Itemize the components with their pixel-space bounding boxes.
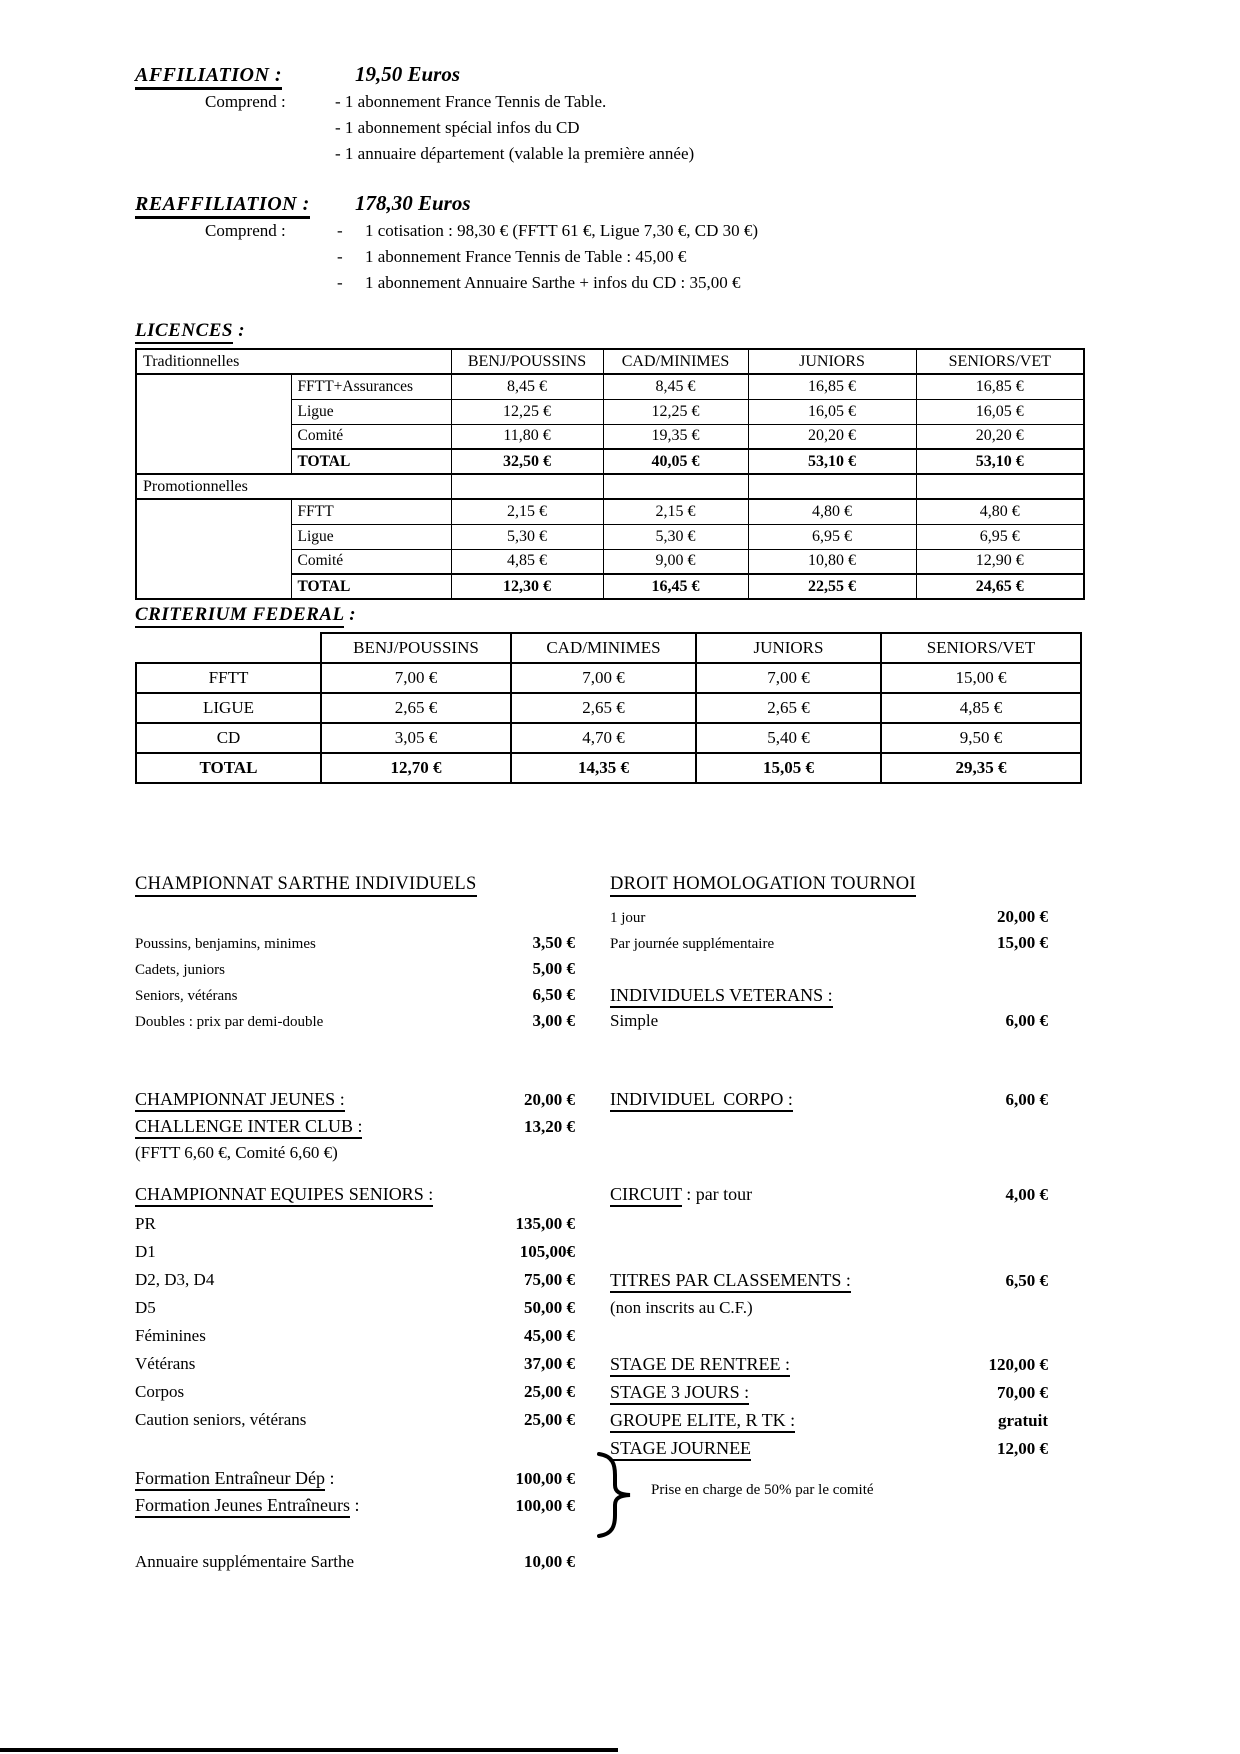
item-dash: - [337,247,343,266]
licences-value-cell: 5,30 € [603,524,748,549]
reaffiliation-title-wrap [135,193,355,216]
licences-value-cell: 24,65 € [916,574,1084,599]
fee-line-empty [610,1116,1048,1143]
fee-label [610,1011,658,1031]
fee-label-underlined: STAGE DE RENTREE : [610,1354,790,1377]
fee-price: 3,50 € [532,933,575,952]
criterium-value-cell: 9,50 € [881,723,1081,753]
reaffiliation-comprend-row [135,218,1085,296]
criterium-column-header: CAD/MINIMES [511,633,696,663]
fee-price: 75,00 € [524,1270,575,1289]
licences-value-cell: 12,25 € [603,399,748,424]
fee-label-underlined: CHALLENGE INTER CLUB : [135,1116,362,1139]
fee-line [610,1298,1048,1326]
licences-value-cell: 16,45 € [603,574,748,599]
fee-label [135,1270,214,1290]
fee-label-underlined: GROUPE ELITE, R TK : [610,1410,795,1433]
fee-label-text: D5 [135,1298,156,1317]
fee-label [135,1410,306,1430]
fee-label [610,1184,752,1205]
fee-price: 100,00 € [515,1496,575,1515]
fee-label-text: Cadets, juniors [135,962,225,978]
licences-value-cell: 12,30 € [451,574,603,599]
fee-label [610,985,833,1006]
reaffiliation-title [135,193,310,219]
criterium-value-cell: 5,40 € [696,723,881,753]
licences-value-cell: 5,30 € [451,524,603,549]
fee-line [610,1011,1048,1037]
fee-line-empty [610,1143,1048,1170]
affiliation-title-wrap [135,64,355,87]
fee-line [135,1116,575,1143]
fee-label [135,962,225,979]
criterium-value-cell: 7,00 € [321,663,511,693]
fee-label [135,936,316,953]
fee-line [135,1011,575,1037]
fee-label-text: PR [135,1214,156,1233]
fee-line [135,959,575,985]
affiliation-title [135,64,282,90]
fee-line [135,1298,575,1326]
licences-section [135,320,1085,600]
criterium-row [136,723,1081,753]
criterium-row-label: CD [136,723,321,753]
licences-row-label: TOTAL [291,574,451,599]
fee-label [610,1382,749,1403]
reaffiliation-section [135,191,1085,296]
fee-line [135,1242,575,1270]
fee-label-underlined: STAGE JOURNEE [610,1438,751,1461]
fee-price: 15,00 € [997,933,1048,952]
affiliation-item: - 1 abonnement France Tennis de Table. [335,92,607,111]
reaffiliation-item [335,218,758,244]
item-text: 1 cotisation : 98,30 € (FFTT 61 €, Ligue 7,30 €, CD 30 €) [365,221,759,240]
fee-label-text: : par tour [681,1184,753,1204]
fee-line [135,874,575,907]
fee-price: 6,50 € [532,985,575,1004]
licences-row [136,374,1084,399]
fee-label [135,1468,334,1489]
fee-label-text: Corpos [135,1382,185,1401]
fee-label [610,1298,753,1318]
licences-row-label: Ligue [291,399,451,424]
fee-line [610,907,1048,933]
licences-value-cell: 8,45 € [603,374,748,399]
criterium-row-label: TOTAL [136,753,321,783]
fee-label-text: Seniors, vétérans [135,988,238,1004]
licences-row-label: FFTT [291,499,451,524]
fee-line [135,1184,575,1214]
fee-line [135,1089,575,1116]
fee-label [610,936,774,953]
fee-line [610,1354,1048,1382]
fee-label [135,1089,345,1110]
fee-label-underlined: CHAMPIONNAT EQUIPES SENIORS : [135,1184,433,1207]
fee-label [610,874,916,895]
fee-line-empty [610,1214,1048,1242]
licences-section-row [136,474,1084,499]
affiliation-title-text: AFFILIATION : [135,64,282,90]
fee-price: 6,50 € [1005,1271,1048,1290]
fee-label-underlined: CHAMPIONNAT JEUNES : [135,1089,345,1112]
licences-value-cell: 4,80 € [916,499,1084,524]
fee-label [135,1014,323,1031]
criterium-value-cell: 15,05 € [696,753,881,783]
licences-value-cell: 53,10 € [748,449,916,474]
fees-spacer [135,1037,1048,1089]
criterium-value-cell: 15,00 € [881,663,1081,693]
fee-price: 25,00 € [524,1382,575,1401]
licences-value-cell: 22,55 € [748,574,916,599]
reaffiliation-item [335,270,758,296]
criterium-row [136,753,1081,783]
licences-value-cell: 4,80 € [748,499,916,524]
licences-row-label: FFTT+Assurances [291,374,451,399]
fee-label [610,1270,851,1291]
criterium-title [135,604,1085,626]
criterium-value-cell: 3,05 € [321,723,511,753]
criterium-title-text: CRITERIUM FEDERAL [135,604,344,628]
affiliation-item-list [335,89,694,167]
fee-line-empty [610,1242,1048,1270]
criterium-column-header: JUNIORS [696,633,881,663]
reaffiliation-item [335,244,758,270]
licences-value-cell: 6,95 € [916,524,1084,549]
fee-line [610,1438,1048,1468]
affiliation-section [135,62,1085,167]
licences-value-cell: 16,85 € [916,374,1084,399]
fee-line [610,1382,1048,1410]
fee-price: gratuit [997,1411,1048,1430]
criterium-header-row [136,633,1081,663]
fee-label [135,1382,184,1402]
licences-column-header: BENJ/POUSSINS [451,349,603,374]
licences-section-name: Promotionnelles [136,474,451,499]
fee-label [135,1298,156,1318]
fee-label-text: Féminines [135,1326,206,1345]
reaffiliation-item-list [335,218,758,296]
fee-line [135,1495,575,1522]
licences-value-cell: 9,00 € [603,549,748,574]
licences-value-cell: 12,90 € [916,549,1084,574]
licences-column-header: JUNIORS [748,349,916,374]
fee-line [135,933,575,959]
fee-line [135,1326,575,1354]
criterium-table [135,632,1082,784]
fee-line [135,1214,575,1242]
licences-title-text: LICENCES [135,320,233,344]
criterium-section [135,604,1085,784]
fee-line [135,1552,575,1580]
criterium-value-cell: 14,35 € [511,753,696,783]
item-dash: - [337,221,343,240]
licences-value-cell: 4,85 € [451,549,603,574]
fee-label [135,1326,206,1346]
fee-label [135,1184,433,1205]
reaffiliation-price: 178,30 Euros [355,191,471,215]
fee-line [610,985,1048,1011]
fee-label-text: (FFTT 6,60 €, Comité 6,60 €) [135,1143,338,1162]
fee-label [610,1354,790,1375]
reaffiliation-title-text: REAFFILIATION : [135,193,310,219]
page-content [135,0,1085,1580]
fee-price: 37,00 € [524,1354,575,1373]
fee-line [135,1143,575,1170]
fee-label-text: 1 jour [610,910,646,926]
affiliation-heading [135,62,1085,87]
fee-label [135,1495,359,1516]
fee-price: 13,20 € [524,1117,575,1136]
licences-section-name: Traditionnelles [136,349,451,374]
fee-price: 5,00 € [532,959,575,978]
licences-column-header: SENIORS/VET [916,349,1084,374]
fee-line [135,1382,575,1410]
fee-price: 120,00 € [988,1355,1048,1374]
fee-line [135,1468,575,1495]
licences-title-suffix: : [232,320,246,341]
formation-note: Prise en charge de 50% par le comité [651,1482,874,1498]
fee-line [610,1410,1048,1438]
fee-label-underlined: INDIVIDUEL CORPO : [610,1089,793,1112]
fee-label [135,988,237,1005]
fee-price: 25,00 € [524,1410,575,1429]
affiliation-comprend-label: Comprend : [205,92,286,111]
fees-section [135,874,1085,1580]
fee-label [610,910,645,927]
fee-price: 100,00 € [515,1469,575,1488]
fee-label [135,1116,362,1137]
fee-price: 105,00€ [519,1242,575,1261]
fee-label-text: D2, D3, D4 [135,1270,215,1289]
fee-label-text: Doubles : prix par demi-double [135,1014,324,1030]
fee-label-text: Simple [610,1011,659,1030]
item-dash: - [337,273,343,292]
fee-price: 10,00 € [524,1552,575,1571]
fee-label-text: Poussins, benjamins, minimes [135,936,316,952]
criterium-value-cell: 4,70 € [511,723,696,753]
affiliation-item: - 1 abonnement spécial infos du CD [335,118,580,137]
fee-line [135,1410,575,1438]
fee-label-underlined: Formation Entraîneur Dép [135,1468,325,1491]
fee-label [135,1242,156,1262]
criterium-row-label: FFTT [136,663,321,693]
fee-line [610,933,1048,959]
item-text: 1 abonnement Annuaire Sarthe + infos du CD : 35,00 € [365,273,741,292]
criterium-value-cell: 7,00 € [696,663,881,693]
licences-column-header: CAD/MINIMES [603,349,748,374]
fee-label-text: Vétérans [135,1354,196,1373]
fee-line-empty [610,1495,1048,1522]
licences-value-cell: 2,15 € [603,499,748,524]
item-text: 1 abonnement France Tennis de Table : 45,00 € [365,247,687,266]
criterium-value-cell: 2,65 € [511,693,696,723]
fee-line [610,1184,1048,1214]
fee-price: 70,00 € [997,1383,1048,1402]
licences-empty-cell [603,474,748,499]
fee-label-text: : [324,1468,335,1488]
licences-value-cell: 53,10 € [916,449,1084,474]
criterium-value-cell: 12,70 € [321,753,511,783]
fee-label-underlined: STAGE 3 JOURS : [610,1382,749,1405]
fee-price: 6,00 € [1005,1011,1048,1030]
fee-price: 12,00 € [997,1439,1048,1458]
fee-line-empty [610,959,1048,985]
fee-label [135,1552,354,1572]
affiliation-price: 19,50 Euros [355,62,461,86]
fee-label-text: Par journée supplémentaire [610,936,775,952]
licences-value-cell: 10,80 € [748,549,916,574]
licences-value-cell: 20,20 € [748,424,916,449]
fee-line [135,985,575,1011]
fee-line [610,1089,1048,1116]
criterium-column-header: SENIORS/VET [881,633,1081,663]
licences-row-label: Comité [291,424,451,449]
fee-line-empty [610,1552,1048,1580]
fee-label [135,1143,338,1163]
fee-label-underlined: TITRES PAR CLASSEMENTS : [610,1270,851,1293]
licences-value-cell: 40,05 € [603,449,748,474]
criterium-value-cell: 4,85 € [881,693,1081,723]
criterium-column-header: BENJ/POUSSINS [321,633,511,663]
fee-label-underlined: INDIVIDUELS VETERANS : [610,985,833,1008]
licences-spacer-cell [136,499,291,599]
affiliation-comprend-row [135,89,1085,167]
fee-price: 20,00 € [997,907,1048,926]
licences-value-cell: 16,05 € [916,399,1084,424]
criterium-value-cell: 7,00 € [511,663,696,693]
licences-row-label: Ligue [291,524,451,549]
licences-value-cell: 32,50 € [451,449,603,474]
fees-spacer [135,1170,1048,1184]
criterium-row [136,693,1081,723]
licences-value-cell: 16,05 € [748,399,916,424]
licences-value-cell: 2,15 € [451,499,603,524]
licences-title [135,320,1085,342]
licences-table [135,348,1085,600]
fee-label-text: Caution seniors, vétérans [135,1410,307,1429]
criterium-value-cell: 2,65 € [696,693,881,723]
criterium-row [136,663,1081,693]
reaffiliation-heading [135,191,1085,216]
licences-value-cell: 6,95 € [748,524,916,549]
fee-price: 135,00 € [515,1214,575,1233]
fee-line [610,874,1048,907]
fee-label [135,1214,156,1234]
licences-value-cell: 16,85 € [748,374,916,399]
fee-line-empty [135,1438,575,1468]
fee-label [135,874,477,895]
licences-value-cell: 8,45 € [451,374,603,399]
licences-value-cell: 11,80 € [451,424,603,449]
licences-value-cell: 20,20 € [916,424,1084,449]
fee-label-text: (non inscrits au C.F.) [610,1298,753,1317]
fee-line-empty [610,1326,1048,1354]
licences-value-cell: 19,35 € [603,424,748,449]
fee-price: 50,00 € [524,1298,575,1317]
fee-label-underlined: DROIT HOMOLOGATION TOURNOI [610,874,916,897]
fee-price: 4,00 € [1005,1185,1048,1204]
licences-header-row [136,349,1084,374]
fee-label-text: D1 [135,1242,156,1261]
fee-label-text: : [349,1495,360,1515]
criterium-corner-cell [136,633,321,663]
fee-line [135,1270,575,1298]
licences-row-label: TOTAL [291,449,451,474]
fee-label-text: Annuaire supplémentaire Sarthe [135,1552,355,1571]
fee-price: 6,00 € [1005,1090,1048,1109]
fee-label [610,1410,795,1431]
grouping-brace-icon [591,1451,639,1544]
licences-empty-cell [748,474,916,499]
fee-label-underlined: CIRCUIT [610,1184,682,1207]
fee-label [135,1354,195,1374]
fee-label-underlined: Formation Jeunes Entraîneurs [135,1495,350,1518]
licences-row [136,499,1084,524]
licences-spacer-cell [136,374,291,474]
page-edge-artifact [0,1748,618,1752]
fee-line [135,1354,575,1382]
criterium-value-cell: 29,35 € [881,753,1081,783]
fee-price: 45,00 € [524,1326,575,1345]
criterium-title-suffix: : [343,604,357,625]
criterium-value-cell: 2,65 € [321,693,511,723]
licences-empty-cell [916,474,1084,499]
fee-label [610,1089,793,1110]
criterium-row-label: LIGUE [136,693,321,723]
reaffiliation-comprend-label: Comprend : [205,221,286,240]
fee-line-empty [135,907,575,933]
licences-value-cell: 12,25 € [451,399,603,424]
fee-price: 3,00 € [532,1011,575,1030]
fee-line [610,1270,1048,1298]
fee-price: 20,00 € [524,1090,575,1109]
licences-empty-cell [451,474,603,499]
fee-label-underlined: CHAMPIONNAT SARTHE INDIVIDUELS [135,874,477,897]
licences-row-label: Comité [291,549,451,574]
affiliation-item: - 1 annuaire département (valable la première année) [335,144,695,163]
